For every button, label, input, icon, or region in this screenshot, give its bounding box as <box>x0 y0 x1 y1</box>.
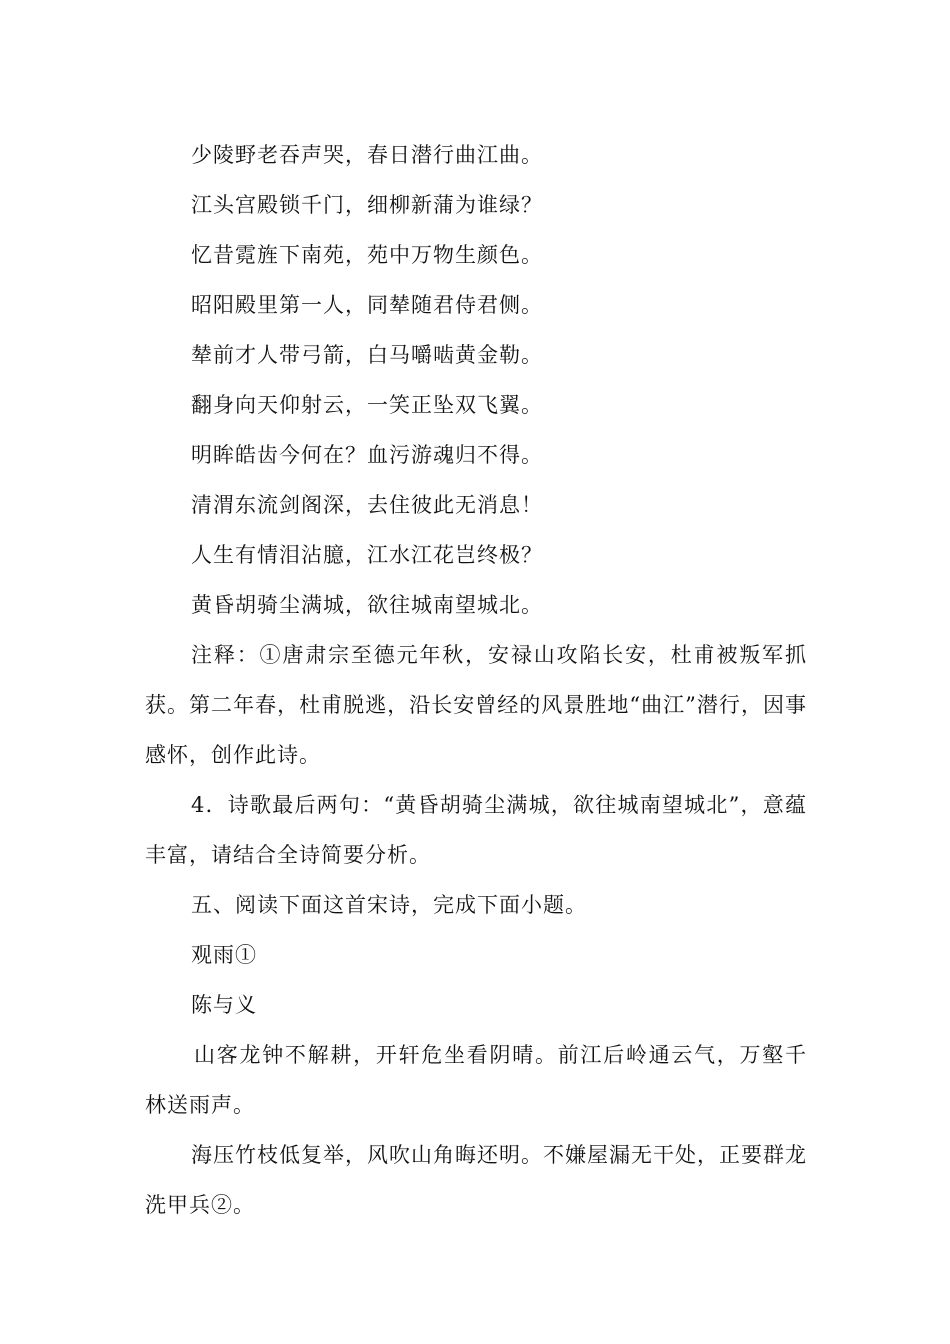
annotation-note: 注释：①唐肃宗至德元年秋，安禄山攻陷长安，杜甫被叛军抓获。第二年春，杜甫脱逃，沿长安曾经的风景胜地“曲江”潜行，因事感怀，创作此诗。 <box>145 643 807 767</box>
poem-line-8: 清渭东流剑阁深，去住彼此无消息！ <box>191 493 543 517</box>
section-5-heading: 五、阅读下面这首宋诗，完成下面小题。 <box>191 893 587 917</box>
poem-line-9: 人生有情泪沾臆，江水江花岂终极？ <box>191 543 543 567</box>
poem2-stanza-2: 海压竹枝低复举，风吹山角晦还明。不嫌屋漏无干处，正要群龙洗甲兵②。 <box>145 1143 807 1217</box>
poem-line-3: 忆昔霓旌下南苑，苑中万物生颜色。 <box>191 243 543 267</box>
poem-line-6: 翻身向天仰射云，一笑正坠双飞翼。 <box>191 393 543 417</box>
poem-line-7: 明眸皓齿今何在？血污游魂归不得。 <box>191 443 543 467</box>
document-body <box>145 130 807 1230</box>
poem-line-2: 江头宫殿锁千门，细柳新蒲为谁绿？ <box>191 193 543 217</box>
poem2-stanza-1: 山客龙钟不解耕，开轩危坐看阴晴。前江后岭通云气，万壑千林送雨声。 <box>145 1043 807 1117</box>
poem2-title: 观雨① <box>191 943 257 967</box>
poem-line-1: 少陵野老吞声哭，春日潜行曲江曲。 <box>191 143 543 167</box>
poem-line-4: 昭阳殿里第一人，同辇随君侍君侧。 <box>191 293 543 317</box>
poem-line-5: 辇前才人带弓箭，白马嚼啮黄金勒。 <box>191 343 543 367</box>
poem2-author: 陈与义 <box>191 993 257 1017</box>
poem-line-10: 黄昏胡骑尘满城，欲往城南望城北。 <box>191 593 543 617</box>
question-4: 4．诗歌最后两句：“黄昏胡骑尘满城，欲往城南望城北”，意蕴丰富，请结合全诗简要分析。 <box>145 793 807 867</box>
